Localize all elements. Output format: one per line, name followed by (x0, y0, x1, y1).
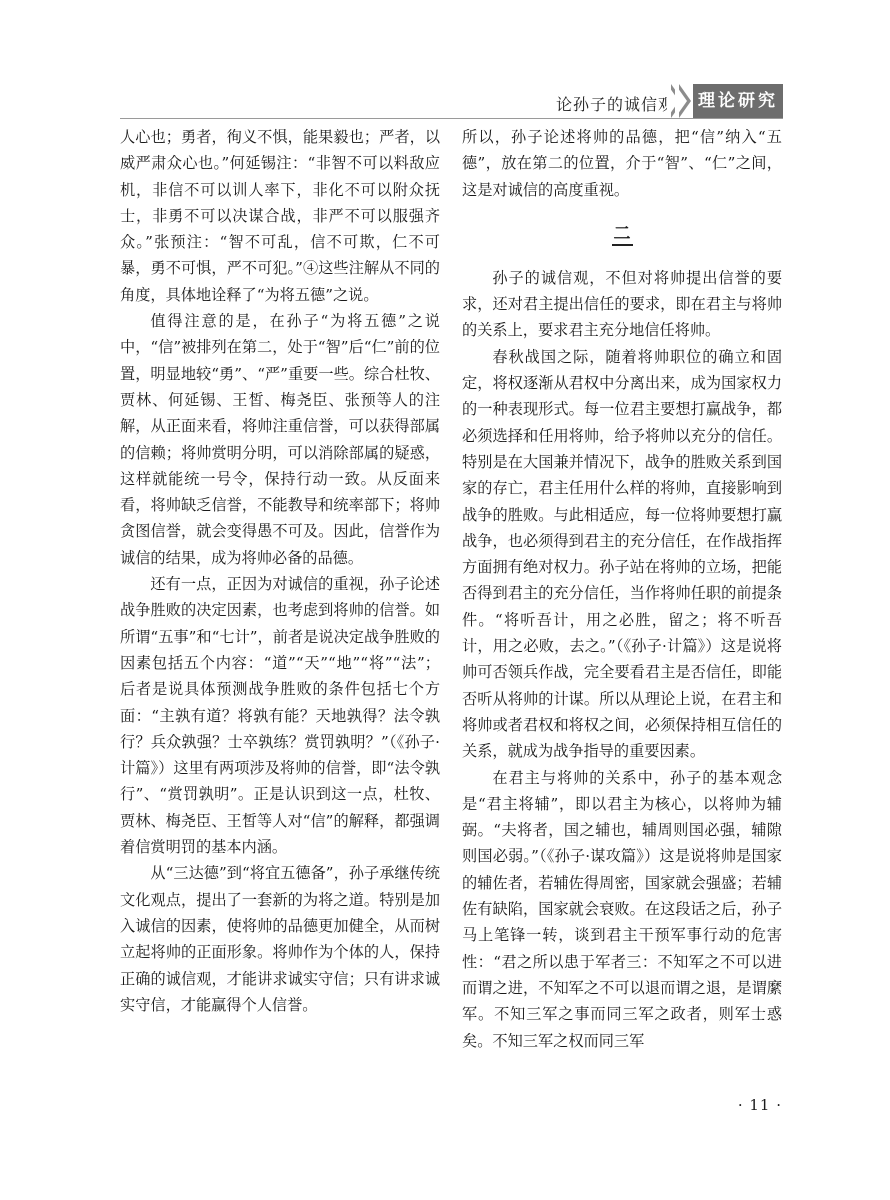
page-number: · 11 · (737, 1096, 782, 1114)
section-heading (462, 221, 782, 247)
paragraph: 从“三达德”到“将宜五德备”，孙子承继传统文化观点，提出了一套新的为将之道。特别是加入诚信的因素，使将帅的品德更加健全，从而树立起将帅的正面形象。将帅作为个体的人，保持正确的诚信观，才能讲求诚实守信；只有讲求诚实守信，才能赢得个人信誉。 (120, 864, 440, 1014)
article-title: 论孙子的诚信观 (555, 95, 675, 114)
section-tag: 理论研究 (693, 84, 783, 118)
paragraph: 值得注意的是，在孙子“为将五德”之说中，“信”被排列在第二，处于“智”后“仁”前的位置，明显地较“勇”、“严”重要一些。综合杜牧、贾林、何延锡、王皙、梅尧臣、张预等人的注解，从正面来看，将帅注重信誉，可以获得部属的信赖；将帅赏明分明，可以消除部属的疑惑，这样就能统一号令，保持行动一致。从反面来看，将帅缺乏信誉，不能教导和统率部下；将帅贪图信誉，就会变得愚不可及。因此，信誉作为诚信的结果，成为将帅必备的品德。 (120, 312, 440, 567)
left-column (120, 124, 440, 1018)
section-number: 二 (613, 223, 631, 244)
paragraph: 春秋战国之际，随着将帅职位的确立和固定，将权逐渐从君权中分离出来，成为国家权力的一种表现形式。每一位君主要想打赢战争，都必须选择和任用将帅，给予将帅以充分的信任。特别是在大国兼并情况下，战争的胜败关系到国家的存亡，君主任用什么样的将帅，直接影响到战争的胜败。与此相适应，每一位将帅要想打赢战争，也必须得到君主的充分信任，在作战指挥方面拥有绝对权力。孙子站在将帅的立场，把能否得到君主的充分信任，当作将帅任职的前提条件。“将听吾计，用之必胜，留之；将不听吾计，用之必败，去之。”（《孙子·计篇》）这是说将帅可否领兵作战，完全要看君主是否信任，即能否听从将帅的计谋。所以从理论上说，在君主和将帅或者君权和将权之间，必须保持相互信任的关系，就成为战争指导的重要因素。 (462, 347, 782, 761)
running-header (120, 84, 783, 119)
paragraph: 孙子的诚信观，不但对将帅提出信誉的要求，还对君主提出信任的要求，即在君主与将帅的关系上，要求君主充分地信任将帅。 (462, 268, 782, 340)
paragraph: 人心也；勇者，徇义不惧，能果毅也；严者，以威严肃众心也。”何延锡注：“非智不可以料敌应机，非信不可以训人率下，非化不可以附众抚士，非勇不可以决谋合战，非严不可以服强齐众。”张预注：“智不可乱，信不可欺，仁不可暴，勇不可惧，严不可犯。”④这些注解从不同的角度，具体地诠释了“为将五德”之说。 (120, 128, 440, 304)
paragraph: 在君主与将帅的关系中，孙子的基本观念是“君主将辅”，即以君主为核心，以将帅为辅弼。“夫将者，国之辅也，辅周则国必强，辅隙则国必弱。”（《孙子·谋攻篇》）这是说将帅是国家的辅佐者，若辅佐得周密，国家就会强盛；若辅佐有缺陷，国家就会衰败。在这段话之后，孙子马上笔锋一转，谈到君主干预军事行动的危害性：“君之所以患于军者三：不知军之不可以进而谓之进，不知军之不可以退而谓之退，是谓縻军。不知三军之事而同三军之政者，则军士惑矣。不知三军之权而同三军 (462, 768, 782, 1050)
paragraph: 还有一点，正因为对诚信的重视，孙子论述战争胜败的决定因素，也考虑到将帅的信誉。如所谓“五事”和“七计”，前者是说决定战争胜败的因素包括五个内容：“道”“天”“地”“将”“法”；后者是说具体预测战争胜败的条件包括七个方面：“主孰有道？将孰有能？天地孰得？法令孰行？兵众孰强？士卒孰练？赏罚孰明？”（《孙子·计篇》）这里有两项涉及将帅的信誉，即“法令孰行”、“赏罚孰明”。正是认识到这一点，杜牧、贾林、梅尧臣、王皙等人对“信”的解释，都强调着信赏明罚的基本内涵。 (120, 575, 440, 857)
right-column (462, 124, 782, 1054)
chevron-gap (675, 84, 687, 118)
paragraph: 所以，孙子论述将帅的品德，把“信”纳入“五德”，放在第二的位置，介于“智”、“仁”之间，这是对诚信的高度重视。 (462, 128, 782, 199)
